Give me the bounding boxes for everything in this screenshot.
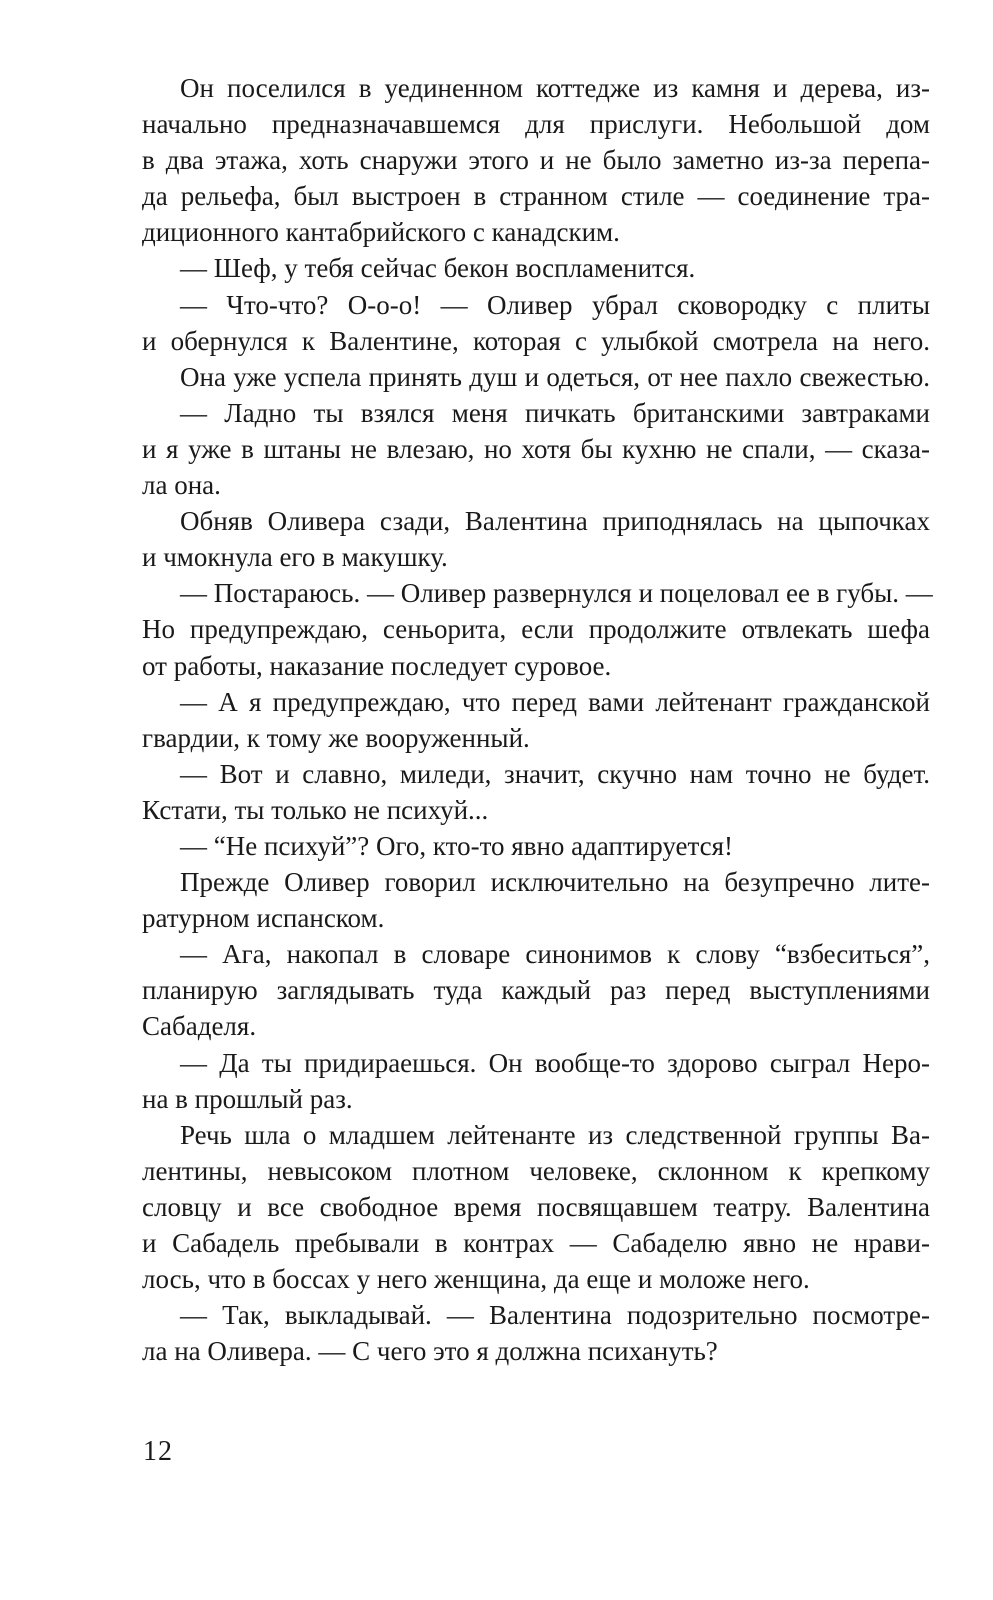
text-line: Прежде Оливер говорил исключительно на безупречно лите- [180, 867, 930, 898]
text-line: — Вот и славно, миледи, значит, скучно нам точно не будет. [180, 758, 930, 789]
text-line: Кстати, ты только не психуй... [142, 794, 489, 825]
text-line: ратурном испанском. [142, 903, 385, 934]
text-line: от работы, наказание последует суровое. [142, 650, 612, 681]
text-line: Обняв Оливера сзади, Валентина приподнялась на цыпочках [180, 506, 930, 537]
text-line: и чмокнула его в макушку. [142, 542, 448, 573]
text-line: диционного кантабрийского с канадским. [142, 217, 620, 248]
text-line: планирую заглядывать туда каждый раз перед выступлениями [142, 975, 930, 1006]
text-line: — Так, выкладывай. — Валентина подозрительно посмотре- [180, 1300, 930, 1331]
text-line: начально предназначавшемся для прислуги. Небольшой дом [142, 109, 930, 140]
text-line: в два этажа, хоть снаружи этого и не было заметно из-за перепа- [142, 145, 930, 176]
text-line: да рельефа, был выстроен в странном стиле — соединение тра- [142, 181, 930, 212]
text-line: лентины, невысоком плотном человеке, склонном к крепкому [142, 1155, 930, 1186]
text-line: — Да ты придираешься. Он вообще-то здорово сыграл Неро- [180, 1047, 930, 1078]
text-line: и Сабадель пребывали в контрах — Сабаделю явно не нрави- [142, 1228, 930, 1258]
text-line: на в прошлый раз. [142, 1083, 353, 1114]
text-line: Но предупреждаю, сеньорита, если продолжите отвлекать шефа [142, 614, 930, 645]
text-line: лось, что в боссах у него женщина, да еще и моложе него. [142, 1264, 810, 1295]
text-line: и я уже в штаны не влезаю, но хотя бы кухню не спали, — сказа- [142, 433, 930, 464]
text-line: — Ага, накопал в словаре синонимов к слову “взбеситься”, [180, 939, 930, 970]
text-line: ла на Оливера. — С чего это я должна психануть? [142, 1336, 718, 1367]
text-line: Он поселился в уединенном коттедже из камня и дерева, из- [180, 73, 930, 103]
text-line: — А я предупреждаю, что перед вами лейтенант гражданской [180, 686, 930, 717]
text-line: гвардии, к тому же вооруженный. [142, 722, 530, 753]
text-line: Речь шла о младшем лейтенанте из следственной группы Ва- [180, 1119, 930, 1150]
text-line: ла она. [142, 470, 221, 501]
text-line: Она уже успела принять душ и одеться, от нее пахло свежестью. [180, 361, 930, 392]
text-line: — Шеф, у тебя сейчас бекон воспламенится. [180, 253, 696, 284]
page-number: 12 [143, 1436, 173, 1467]
text-line: — Ладно ты взялся меня пичкать британскими завтраками [180, 397, 930, 428]
text-line: Сабаделя. [142, 1011, 257, 1042]
text-line: — “Не психуй”? Ого, кто-то явно адаптируется! [180, 830, 733, 861]
text-line: — Постараюсь. — Оливер развернулся и поцеловал ее в губы. — [180, 578, 933, 609]
text-line: — Что-что? О-о-о! — Оливер убрал сковородку с плиты [180, 289, 930, 320]
body-text [142, 70, 933, 1369]
text-line: словцу и все свободное время посвящавшем театру. Валентина [142, 1191, 930, 1222]
text-line: и обернулся к Валентине, которая с улыбкой смотрела на него. [142, 325, 930, 356]
